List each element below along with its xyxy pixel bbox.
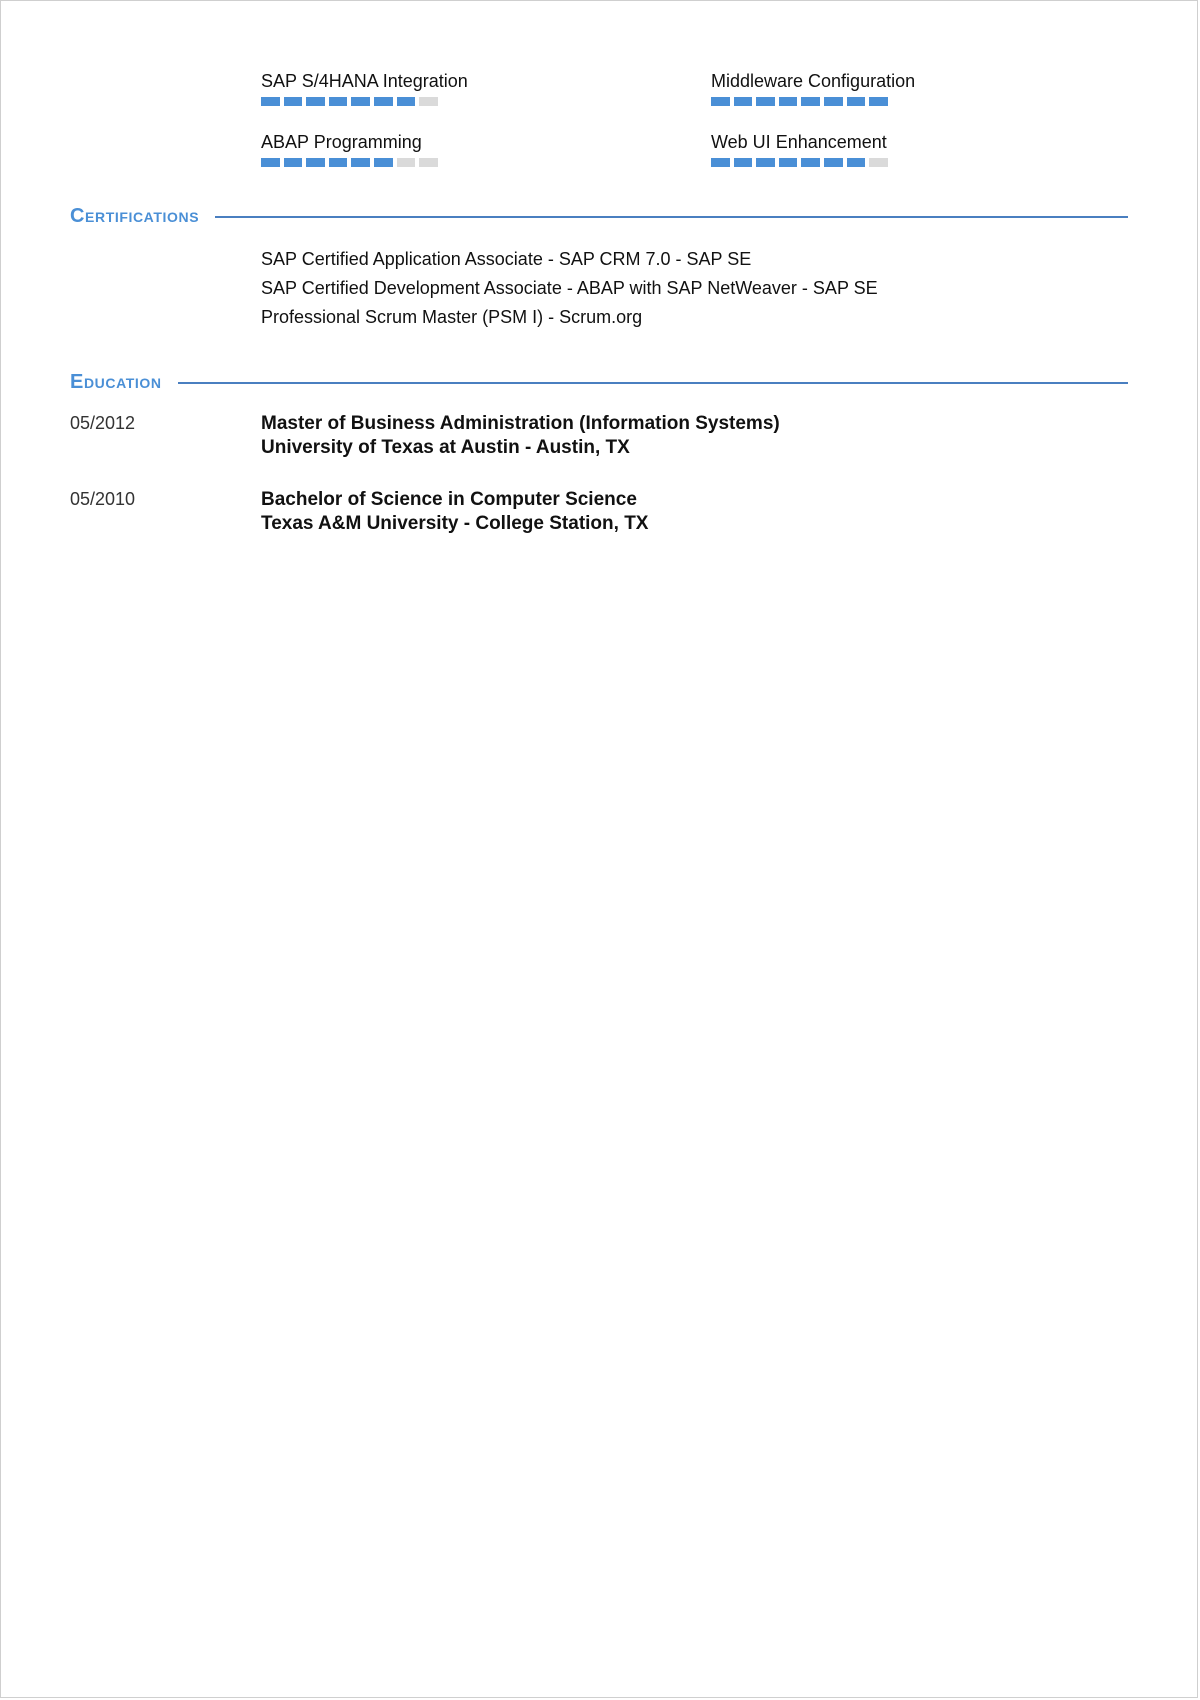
skill-segment-filled: [756, 158, 775, 167]
skill-segment-filled: [824, 158, 843, 167]
skill-segment-filled: [261, 97, 280, 106]
skill-segment-filled: [306, 97, 325, 106]
skill-segment-filled: [847, 158, 866, 167]
skill-name: ABAP Programming: [261, 132, 422, 152]
skill-segment-filled: [824, 97, 843, 106]
education-school: Texas A&M University - College Station, TX: [261, 513, 649, 534]
skill-segment-filled: [711, 158, 730, 167]
education-date: 05/2010: [70, 489, 136, 509]
skill-segment-filled: [329, 97, 348, 106]
skill-segment-filled: [329, 158, 348, 167]
skill-segment-filled: [374, 158, 393, 167]
skill-segment-filled: [869, 97, 888, 106]
certification-item: Professional Scrum Master (PSM I) - Scrum.org: [261, 307, 643, 327]
skill-segment-filled: [374, 97, 393, 106]
skill-name: Middleware Configuration: [711, 71, 916, 91]
skill-level-bar: [261, 97, 438, 106]
skill-segment-empty: [419, 97, 438, 106]
section-title: Education: [70, 371, 162, 393]
skill-segment-filled: [306, 158, 325, 167]
skill-level-bar: [711, 158, 888, 167]
skill-segment-filled: [801, 158, 820, 167]
skill-segment-filled: [284, 97, 303, 106]
skill-segment-filled: [261, 158, 280, 167]
education-degree: Master of Business Administration (Information Systems): [261, 413, 780, 434]
skill-segment-filled: [734, 158, 753, 167]
skill-item: [711, 70, 1031, 92]
skill-segment-empty: [419, 158, 438, 167]
skill-segment-filled: [847, 97, 866, 106]
education-date: 05/2012: [70, 413, 136, 433]
skill-segment-filled: [351, 158, 370, 167]
certification-item: SAP Certified Application Associate - SAP CRM 7.0 - SAP SE: [261, 249, 752, 269]
section-divider: [215, 216, 1128, 218]
skill-segment-filled: [779, 97, 798, 106]
skill-segment-empty: [397, 158, 416, 167]
skill-segment-filled: [284, 158, 303, 167]
skill-segment-filled: [801, 97, 820, 106]
certifications-header: [70, 204, 1128, 228]
certification-item: SAP Certified Development Associate - ABAP with SAP NetWeaver - SAP SE: [261, 278, 878, 298]
education-degree: Bachelor of Science in Computer Science: [261, 489, 637, 510]
section-divider: [178, 382, 1128, 384]
section-title: Certifications: [70, 205, 200, 227]
skill-name: SAP S/4HANA Integration: [261, 71, 468, 91]
education-school: University of Texas at Austin - Austin, TX: [261, 437, 630, 458]
skill-item: [711, 131, 1031, 153]
skill-segment-filled: [779, 158, 798, 167]
skill-level-bar: [711, 97, 888, 106]
skill-segment-filled: [351, 97, 370, 106]
skill-item: [261, 131, 581, 153]
education-header: [70, 370, 1128, 394]
skill-level-bar: [261, 158, 438, 167]
skill-item: [261, 70, 581, 92]
skill-segment-empty: [869, 158, 888, 167]
skill-segment-filled: [734, 97, 753, 106]
skill-segment-filled: [756, 97, 775, 106]
skill-segment-filled: [711, 97, 730, 106]
skill-segment-filled: [397, 97, 416, 106]
skill-name: Web UI Enhancement: [711, 132, 887, 152]
